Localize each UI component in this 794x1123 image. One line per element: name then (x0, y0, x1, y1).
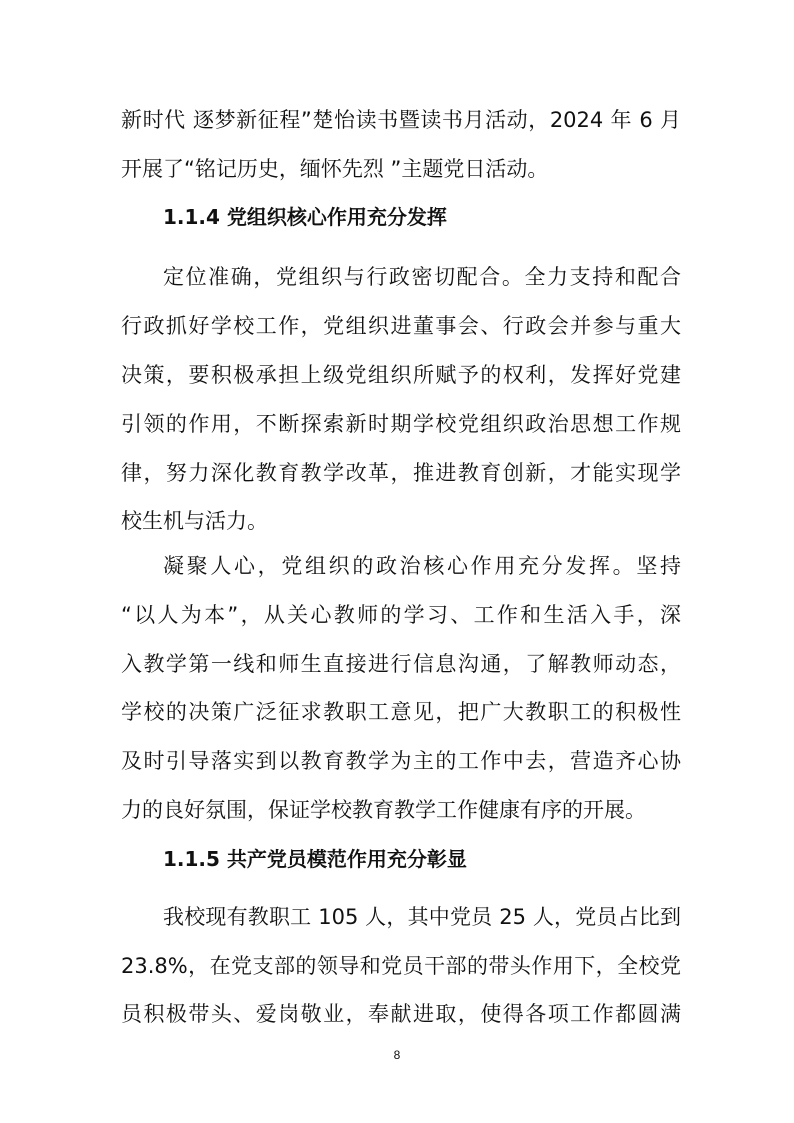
body-text-line: 开展了“铭记历史，缅怀先烈 ”主题党日活动。 (121, 157, 549, 181)
body-text-line: 定位准确，党组织与行政密切配合。全力支持和配合 (163, 265, 681, 289)
body-text-line: 凝聚人心，党组织的政治核心作用充分发挥。坚持 (163, 554, 681, 578)
body-text-line: 新时代 逐梦新征程”楚怡读书暨读书月活动，2024 年 6 月 (121, 108, 681, 132)
body-text-line: 23.8%，在党支部的领导和党员干部的带头作用下，全校党 (121, 954, 681, 978)
body-text-line: 校生机与活力。 (121, 509, 268, 533)
body-text-line: 员积极带头、爱岗敬业，奉献进取，使得各项工作都圆满 (121, 1002, 681, 1026)
body-text-line: 我校现有教职工 105 人，其中党员 25 人，党员占比到 (163, 905, 681, 929)
body-text-line: 决策，要积极承担上级党组织所赋予的权利，发挥好党建 (121, 363, 681, 387)
body-text-line: 力的良好氛围，保证学校教育教学工作健康有序的开展。 (121, 798, 646, 822)
section-heading-1-1-5: 1.1.5 共产党员模范作用充分彰显 (163, 847, 467, 871)
body-text-line: 行政抓好学校工作，党组织进董事会、行政会并参与重大 (121, 314, 681, 338)
body-text-line: 学校的决策广泛征求教职工意见，把广大教职工的积极性 (121, 700, 681, 724)
body-text-line: 入教学第一线和师生直接进行信息沟通，了解教师动态， (121, 652, 681, 676)
body-text-line: 律，努力深化教育教学改革，推进教育创新，才能实现学 (121, 461, 681, 485)
body-text-line: 及时引导落实到以教育教学为主的工作中去，营造齐心协 (121, 749, 681, 773)
body-text-line: 引领的作用，不断探索新时期学校党组织政治思想工作规 (121, 412, 681, 436)
body-text-line: “以人为本”，从关心教师的学习、工作和生活入手，深 (121, 603, 681, 627)
section-heading-1-1-4: 1.1.4 党组织核心作用充分发挥 (163, 205, 447, 229)
page-number: 8 (393, 1048, 401, 1062)
